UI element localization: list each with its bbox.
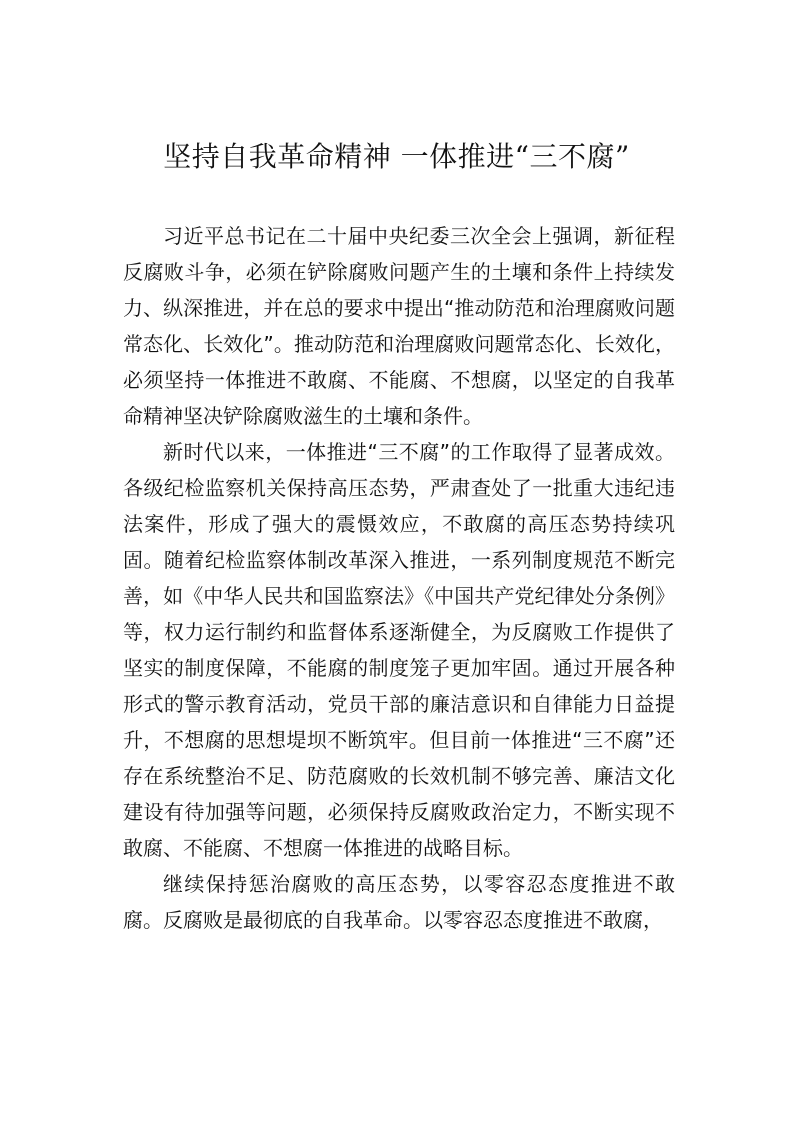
document-body [123, 218, 675, 938]
paragraph-1: 习近平总书记在二十届中央纪委三次全会上强调，新征程反腐败斗争，必须在铲除腐败问题产生的土壤和条件上持续发力、纵深推进，并在总的要求中提出“推动防范和治理腐败问题常态化、长效化”。推动防范和治理腐败问题常态化、长效化，必须坚持一体推进不敢腐、不能腐、不想腐，以坚定的自我革命精神坚决铲除腐败滋生的土壤和条件。 [123, 224, 675, 428]
paragraph-2: 新时代以来，一体推进“三不腐”的工作取得了显著成效。各级纪检监察机关保持高压态势，严肃查处了一批重大违纪违法案件，形成了强大的震慑效应，不敢腐的高压态势持续巩固。随着纪检监察体制改革深入推进，一系列制度规范不断完善，如《中华人民共和国监察法》《中国共产党纪律处分条例》等，权力运行制约和监督体系逐渐健全，为反腐败工作提供了坚实的制度保障，不能腐的制度笼子更加牢固。通过开展各种形式的警示教育活动，党员干部的廉洁意识和自律能力日益提升，不想腐的思想堤坝不断筑牢。但目前一体推进“三不腐”还存在系统整治不足、防范腐败的长效机制不够完善、廉洁文化建设有待加强等问题，必须保持反腐败政治定力，不断实现不敢腐、不能腐、不想腐一体推进的战略目标。 [123, 440, 675, 860]
document-title: 坚持自我革命精神 一体推进“三不腐” [163, 140, 630, 173]
paragraph-3: 继续保持惩治腐败的高压态势，以零容忍态度推进不敢腐。反腐败是最彻底的自我革命。以零容忍态度推进不敢腐， [123, 872, 675, 932]
